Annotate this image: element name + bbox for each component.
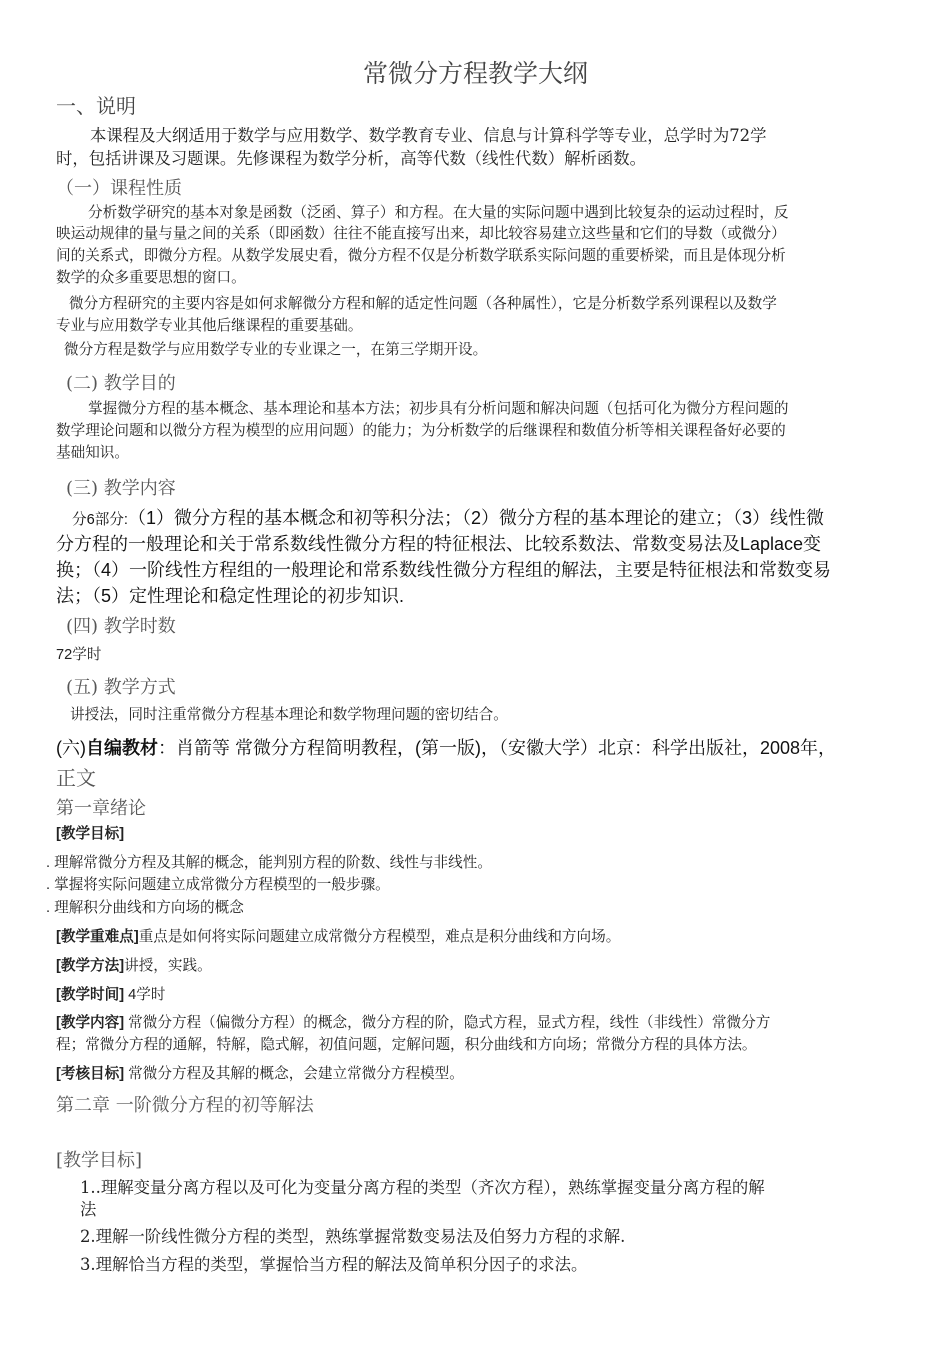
- subheading-teaching-content: (三) 教学内容: [66, 478, 176, 499]
- intro-line-2: 时，包括讲课及习题课。先修课程为数学分析，高等代数（线性代数）解析函数。: [56, 149, 647, 168]
- content-line-1-text: （1）微分方程的基本概念和初等积分法；（2）微分方程的基本理论的建立；（3）线性微: [127, 508, 824, 528]
- nature-line-3: 间的关系式，即微分方程。从数学发展史看，微分方程不仅是分析数学联系实际问题的重要桥梁，而且是体现分析: [56, 248, 786, 264]
- body-label: 正文: [56, 766, 96, 790]
- nature-line-5: 微分方程研究的主要内容是如何求解微分方程和解的适定性问题（各种属性），它是分析数学系列课程以及数学: [69, 296, 777, 312]
- nature-line-6: 专业与应用数学专业其他后继课程的重要基础。: [56, 318, 363, 334]
- nature-line-7: 微分方程是数学与应用数学专业的专业课之一，在第三学期开设。: [64, 342, 488, 358]
- content-line-3: 换；（4）一阶线性方程组的一般理论和常系数线性微分方程组的解法，主要是特征根法和常数变易: [56, 560, 832, 580]
- ch1-content-line-1: [56, 1013, 899, 1033]
- chapter-1-heading: 第一章绪论: [56, 798, 146, 819]
- textbook-prefix: (六): [56, 738, 86, 758]
- document-title: 常微分方程教学大纲: [362, 59, 588, 88]
- content-line-1: [72, 505, 899, 533]
- teaching-hours-value: 72学时: [56, 647, 102, 663]
- purpose-line-2: 数学理论问题和以微分方程为模型的应用问题）的能力；为分析数学的后继课程和数值分析等相关课程备好必要的: [56, 423, 786, 439]
- section-heading-explanation: 一、说明: [56, 94, 136, 118]
- ch1-goal-2: . 掌握将实际问题建立成常微分方程模型的一般步骤。: [46, 877, 390, 893]
- ch1-time-label: [教学时间]: [56, 987, 125, 1003]
- ch1-method-text: 讲授，实践。: [124, 958, 212, 974]
- ch1-key-text: 重点是如何将实际问题建立成常微分方程模型，难点是积分曲线和方向场。: [138, 929, 621, 945]
- chapter-2-heading: 第二章 一阶微分方程的初等解法: [56, 1095, 314, 1116]
- textbook-line: [56, 735, 899, 761]
- ch1-goal-3: . 理解积分曲线和方向场的概念: [46, 900, 244, 916]
- subheading-teaching-method: (五) 教学方式: [66, 677, 176, 698]
- ch1-time-text: 4学时: [124, 987, 166, 1003]
- content-prefix: 分6部分:: [72, 512, 128, 528]
- ch2-goal-2: 2.理解一阶线性微分方程的类型，熟练掌握常数变易法及伯努力方程的求解.: [80, 1227, 626, 1246]
- ch1-content-text-1: 常微分方程（偏微分方程）的概念，微分方程的阶，隐式方程，显式方程，线性（非线性）常微分方: [124, 1015, 771, 1031]
- nature-line-4: 数学的众多重要思想的窗口。: [56, 270, 246, 286]
- ch1-goal-1: . 理解常微分方程及其解的概念，能判别方程的阶数、线性与非线性。: [46, 855, 492, 871]
- nature-line-2: 映运动规律的量与量之间的关系（即函数）往往不能直接写出来，却比较容易建立这些量和它们的导数（或微分）: [56, 226, 786, 242]
- ch1-content-label: [教学内容]: [56, 1015, 125, 1031]
- ch2-goal-1-cont: 法: [80, 1200, 97, 1219]
- subheading-course-nature: （一）课程性质: [56, 178, 182, 199]
- intro-line-1: 本课程及大纲适用于数学与应用数学、数学教育专业、信息与计算科学等专业，总学时为72学: [90, 126, 767, 145]
- purpose-line-3: 基础知识。: [56, 445, 129, 461]
- ch1-content-line-2: 程；常微分方程的通解，特解，隐式解，初值问题，定解问题，积分曲线和方向场；常微分方程的具体方法。: [56, 1037, 757, 1053]
- ch1-method-line: [56, 956, 899, 976]
- subheading-teaching-hours: (四) 教学时数: [66, 616, 176, 637]
- teaching-method-text: 讲授法，同时注重常微分方程基本理论和数学物理问题的密切结合。: [70, 707, 508, 723]
- ch1-exam-label: [考核目标]: [56, 1066, 125, 1082]
- nature-line-1: 分析数学研究的基本对象是函数（泛函、算子）和方程。在大量的实际问题中遇到比较复杂的运动过程时，反: [88, 205, 789, 221]
- purpose-line-1: 掌握微分方程的基本概念、基本理论和基本方法；初步具有分析问题和解决问题（包括可化为微分方程问题的: [88, 401, 789, 417]
- ch1-key-line: [56, 927, 899, 947]
- textbook-text: ：肖箭等 常微分方程简明教程，(第一版)，（安徽大学）北京：科学出版社，2008年，: [158, 738, 837, 758]
- textbook-label: 自编教材: [86, 738, 158, 758]
- ch1-goal-label: [教学目标]: [56, 826, 125, 842]
- ch1-exam-text: 常微分方程及其解的概念，会建立常微分方程模型。: [124, 1066, 464, 1082]
- ch1-method-label: [教学方法]: [56, 958, 125, 974]
- ch1-time-line: [56, 985, 899, 1005]
- ch2-goal-3: 3.理解恰当方程的类型，掌握恰当方程的解法及简单积分因子的求法。: [80, 1255, 588, 1274]
- content-line-2: 分方程的一般理论和关于常系数线性微分方程的特征根法、比较系数法、常数变易法及Laplace变: [56, 534, 822, 554]
- ch1-key-label: [教学重难点]: [56, 929, 139, 945]
- content-line-4: 法；（5）定性理论和稳定性理论的初步知识.: [56, 586, 405, 606]
- ch2-goal-label: [教学目标]: [56, 1150, 143, 1171]
- ch1-exam-line: [56, 1064, 899, 1084]
- ch2-goal-1: 1..理解变量分离方程以及可化为变量分离方程的类型（齐次方程），熟练掌握变量分离方程的解: [80, 1178, 765, 1197]
- subheading-teaching-purpose: (二) 教学目的: [66, 373, 176, 394]
